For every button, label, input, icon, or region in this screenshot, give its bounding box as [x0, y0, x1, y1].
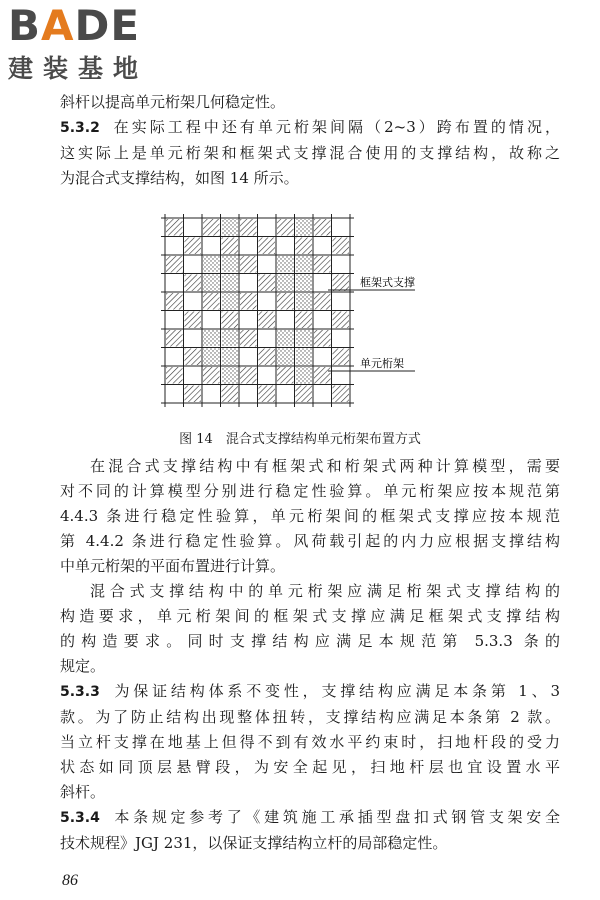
grid-cell: [222, 312, 239, 329]
brand-logo: [8, 1, 178, 90]
grid-cell: [296, 275, 313, 292]
grid-cell: [277, 219, 294, 236]
grid-cell: [259, 349, 276, 366]
text-line: 构造要求，单元桁架间的框架式支撑应满足框架式支撑结构: [60, 607, 560, 625]
grid-cell: [314, 293, 331, 310]
text-line: 规定。: [60, 657, 106, 675]
grid-cell: [277, 256, 294, 273]
grid-cell: [185, 386, 202, 403]
text-line: 在混合式支撑结构中有框架式和桁架式两种计算模型，需要: [90, 457, 560, 475]
grid-cell: [333, 238, 350, 255]
grid-cell: [277, 293, 294, 310]
logo-wordmark: BADE: [8, 1, 141, 50]
grid-cell: [222, 367, 239, 384]
grid-cell: [185, 349, 202, 366]
grid-cell: [203, 293, 220, 310]
grid-cell: [314, 367, 331, 384]
layout-diagram: [150, 208, 450, 413]
grid-cell: [333, 312, 350, 329]
grid-cell: [203, 349, 220, 366]
body-bottom: [60, 454, 560, 856]
grid-cell: [222, 386, 239, 403]
grid-cell: [203, 275, 220, 292]
grid-cell: [296, 349, 313, 366]
grid-cell: [277, 367, 294, 384]
grid-cell: [222, 256, 239, 273]
grid-cell: [296, 330, 313, 347]
text-line: 状态如同顶层悬臂段，为安全起见，扫地杆层也宜设置水平: [60, 758, 560, 776]
grid-cell: [185, 238, 202, 255]
grid-cell: [222, 293, 239, 310]
body-top: [60, 90, 560, 191]
text-line: 对不同的计算模型分别进行稳定性验算。单元桁架应按本规范第: [60, 482, 560, 500]
grid-cell: [240, 367, 257, 384]
section-number: 5.3.4: [60, 810, 100, 826]
section-number: 5.3.2: [60, 120, 100, 136]
grid-cell: [203, 256, 220, 273]
text-line: 混合式支撑结构中的单元桁架应满足桁架式支撑结构的: [90, 582, 560, 600]
text-line: 斜杆以提高单元桁架几何稳定性。: [60, 93, 286, 111]
grid-cell: [277, 330, 294, 347]
grid-cell: [240, 293, 257, 310]
grid-cell: [277, 275, 294, 292]
grid-cell: [333, 275, 350, 292]
text-line: 这实际上是单元桁架和框架式支撑混合使用的支撑结构，故称之: [60, 144, 560, 162]
grid-cell: [240, 256, 257, 273]
grid-cell: [296, 386, 313, 403]
grid-cell: [333, 349, 350, 366]
grid-cell: [185, 275, 202, 292]
text-line: 当立杆支撑在地基上但得不到有效水平约束时，扫地杆段的受力: [60, 733, 560, 751]
text-line: 4.4.3 条进行稳定性验算，单元桁架间的框架式支撑应按本规范: [60, 507, 560, 525]
figure-caption: 图 14 混合式支撑结构单元桁架布置方式: [179, 432, 421, 447]
grid-cell: [222, 219, 239, 236]
section-number: 5.3.3: [60, 684, 100, 700]
figure-14: [150, 208, 450, 417]
text-line: 为混合式支撑结构，如图 14 所示。: [60, 169, 299, 187]
text-line: 的构造要求。同时支撑结构应满足本规范第 5.3.3 条的: [60, 632, 560, 650]
grid-cell: [296, 293, 313, 310]
grid-cell: [240, 219, 257, 236]
grid-cell: [240, 330, 257, 347]
logo-tagline: 建装基地: [8, 54, 149, 83]
label-frame-support: 框架式支撑: [360, 276, 415, 289]
grid-cell: [296, 219, 313, 236]
grid-cell: [314, 330, 331, 347]
text-line: 第 4.4.2 条进行稳定性验算。风荷载引起的内力应根据支撑结构: [60, 532, 560, 550]
grid-cell: [333, 386, 350, 403]
grid-cell: [203, 367, 220, 384]
text-line: 中单元桁架的平面布置进行计算。: [60, 557, 286, 575]
grid-cell: [222, 349, 239, 366]
grid-cell: [203, 330, 220, 347]
text-line: 款。为了防止结构出现整体扭转，支撑结构应满足本条第 2 款。: [60, 708, 560, 726]
text-line: 5.3.3 为保证结构体系不变性，支撑结构应满足本条第 1、3: [60, 682, 560, 700]
grid-cell: [314, 219, 331, 236]
text-line: 5.3.4 本条规定参考了《建筑施工承插型盘扣式钢管支架安全: [60, 808, 560, 826]
text-line: 5.3.2 在实际工程中还有单元桁架间隔（2~3）跨布置的情况，: [60, 118, 560, 136]
grid-cell: [222, 330, 239, 347]
grid-cell: [185, 312, 202, 329]
grid-cell: [203, 219, 220, 236]
grid-cell: [296, 367, 313, 384]
grid-cell: [166, 293, 183, 310]
grid-cell: [259, 312, 276, 329]
grid-cell: [314, 256, 331, 273]
grid-cell: [259, 275, 276, 292]
text-line: 技术规程》JGJ 231，以保证支撑结构立杆的局部稳定性。: [60, 834, 448, 852]
page-number: 86: [62, 872, 78, 889]
grid-cell: [166, 219, 183, 236]
grid-cell: [166, 330, 183, 347]
grid-cell: [259, 238, 276, 255]
grid-cell: [296, 312, 313, 329]
grid-cell: [259, 386, 276, 403]
grid-cell: [222, 275, 239, 292]
grid-cell: [166, 367, 183, 384]
text-line: 斜杆。: [60, 783, 106, 801]
grid-cell: [296, 238, 313, 255]
grid-cell: [222, 238, 239, 255]
grid-cell: [296, 256, 313, 273]
label-unit-truss: 单元桁架: [360, 357, 404, 370]
grid-cell: [277, 349, 294, 366]
grid-cell: [166, 256, 183, 273]
